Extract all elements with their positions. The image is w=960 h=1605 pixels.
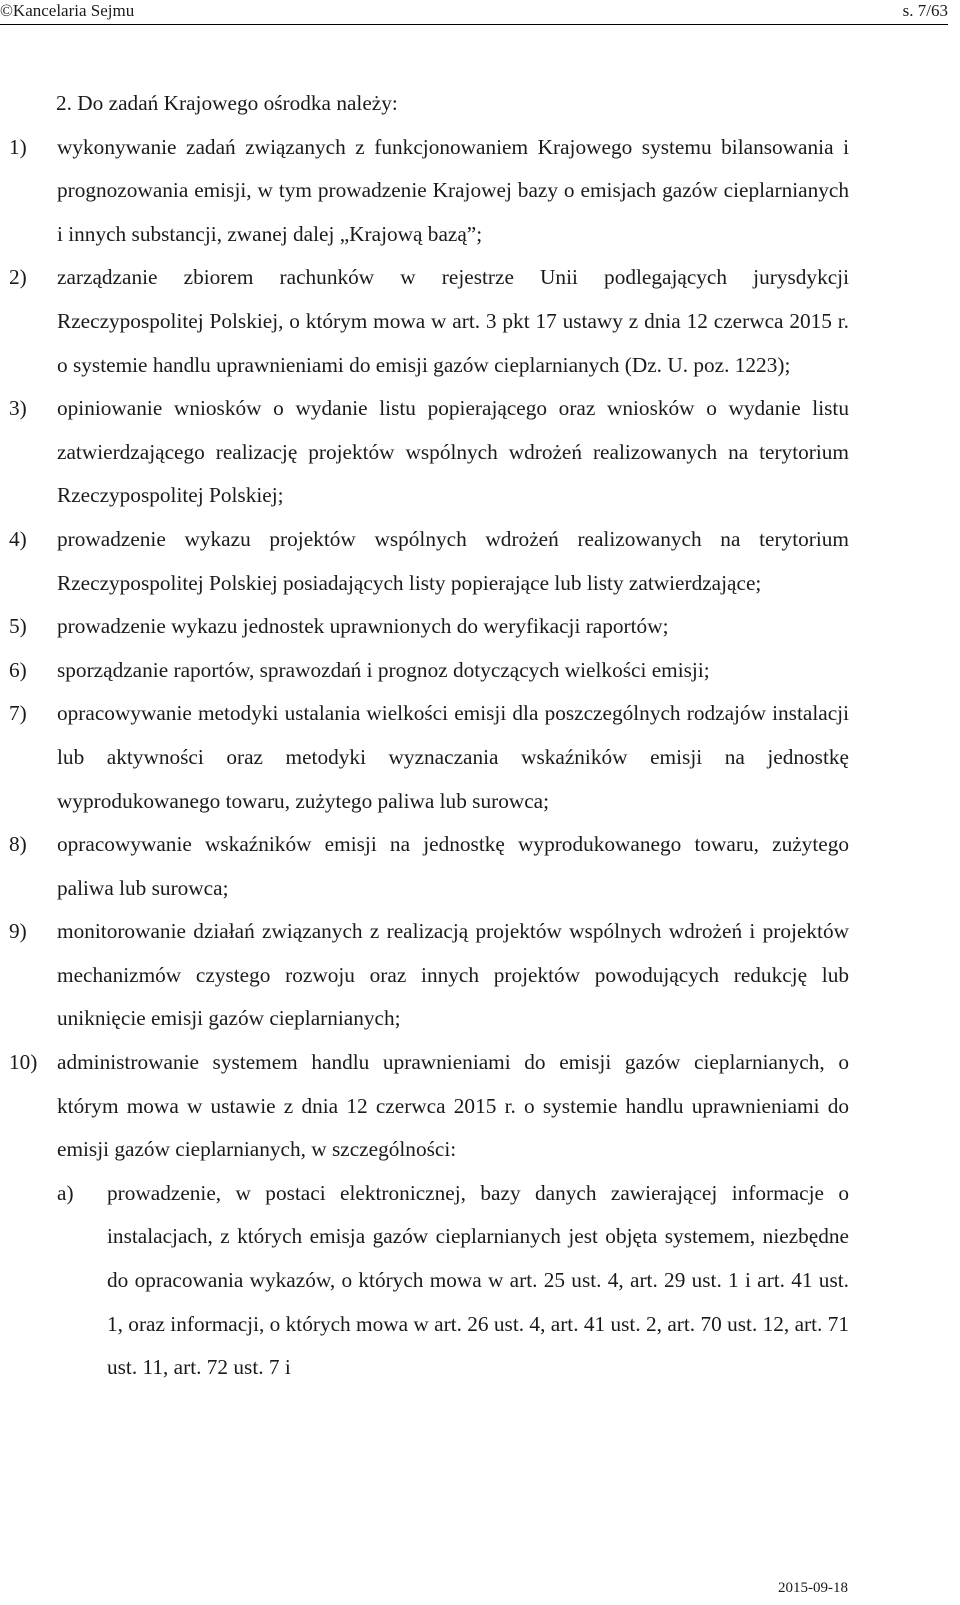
- list-item-4: [9, 518, 849, 605]
- item-number: 2): [9, 265, 27, 290]
- list-item-2: [9, 256, 849, 387]
- item-number: 8): [9, 832, 27, 857]
- list-item-3: [9, 387, 849, 518]
- item-number: 10): [9, 1050, 38, 1075]
- list-item-6: [9, 649, 849, 693]
- header-page-number: s. 7/63: [902, 1, 948, 20]
- item-number: 9): [9, 919, 27, 944]
- item-text: opracowywanie wskaźników emisji na jednostkę wyprodukowanego towaru, zużytego paliwa lub surowca;: [57, 832, 849, 900]
- list-item-10: [9, 1041, 849, 1172]
- sub-item-text: prowadzenie, w postaci elektronicznej, bazy danych zawierającej informacje o instalacjach, z których emisja gazów cieplarnianych jest objęta systemem, niezbędne do opracowania wykazów, o których mowa w art. 25 ust. 4, art. 29 ust. 1 i art. 41 ust. 1, oraz informacji, o których mowa w art. 26 ust. 4, art. 41 ust. 2, art. 70 ust. 12, art. 71 ust. 11, art. 72 ust. 7 i: [107, 1180, 849, 1380]
- item-number: 6): [9, 657, 27, 682]
- item-number: 4): [9, 526, 27, 551]
- item-number: 1): [9, 134, 27, 159]
- page-header: [0, 0, 960, 30]
- header-divider: [0, 24, 948, 25]
- item-number: 7): [9, 701, 27, 726]
- list-item-7: [9, 692, 849, 823]
- document-body: [9, 82, 849, 1390]
- item-text: sporządzanie raportów, sprawozdań i prognoz dotyczących wielkości emisji;: [57, 657, 710, 682]
- sub-item-a: [57, 1172, 849, 1390]
- item-text: monitorowanie działań związanych z realizacją projektów wspólnych wdrożeń i projektów mechanizmów czystego rozwoju oraz innych projektów powodujących redukcję lub uniknięcie emisji gazów cieplarnianych;: [57, 919, 849, 1031]
- item-text: administrowanie systemem handlu uprawnieniami do emisji gazów cieplarnianych, o którym mowa w ustawie z dnia 12 czerwca 2015 r. o systemie handlu uprawnieniami do emisji gazów cieplarnianych, w szczególności:: [57, 1050, 849, 1162]
- item-text: zarządzanie zbiorem rachunków w rejestrze Unii podlegających jurysdykcji Rzeczypospolitej Polskiej, o którym mowa w art. 3 pkt 17 ustawy z dnia 12 czerwca 2015 r. o systemie handlu uprawnieniami do emisji gazów cieplarnianych (Dz. U. poz. 1223);: [57, 265, 849, 377]
- item-text: prowadzenie wykazu projektów wspólnych wdrożeń realizowanych na terytorium Rzeczypospolitej Polskiej posiadających listy popierające lub listy zatwierdzające;: [57, 526, 849, 595]
- item-number: 3): [9, 396, 27, 421]
- item-text: wykonywanie zadań związanych z funkcjonowaniem Krajowego systemu bilansowania i prognozowania emisji, w tym prowadzenie Krajowej bazy o emisjach gazów cieplarnianych i innych substancji, zwanej dalej „Krajową bazą”;: [57, 134, 849, 246]
- header-publisher: ©Kancelaria Sejmu: [0, 1, 135, 20]
- item-number: 5): [9, 614, 27, 639]
- list-item-9: [9, 910, 849, 1041]
- list-item-1: [9, 126, 849, 257]
- footer-date: 2015-09-18: [778, 1580, 848, 1596]
- list-item-5: [9, 605, 849, 649]
- item-text: prowadzenie wykazu jednostek uprawnionych do weryfikacji raportów;: [57, 614, 669, 639]
- item-text: opracowywanie metodyki ustalania wielkości emisji dla poszczególnych rodzajów instalacji lub aktywności oraz metodyki wyznaczania wskaźników emisji na jednostkę wyprodukowanego towaru, zużytego paliwa lub surowca;: [57, 701, 849, 813]
- sub-item-letter: a): [57, 1180, 74, 1205]
- item-text: opiniowanie wniosków o wydanie listu popierającego oraz wniosków o wydanie listu zatwierdzającego realizację projektów wspólnych wdrożeń realizowanych na terytorium Rzeczypospolitej Polskiej;: [57, 396, 849, 508]
- intro-paragraph: 2. Do zadań Krajowego ośrodka należy:: [56, 91, 398, 115]
- list-item-8: [9, 823, 849, 910]
